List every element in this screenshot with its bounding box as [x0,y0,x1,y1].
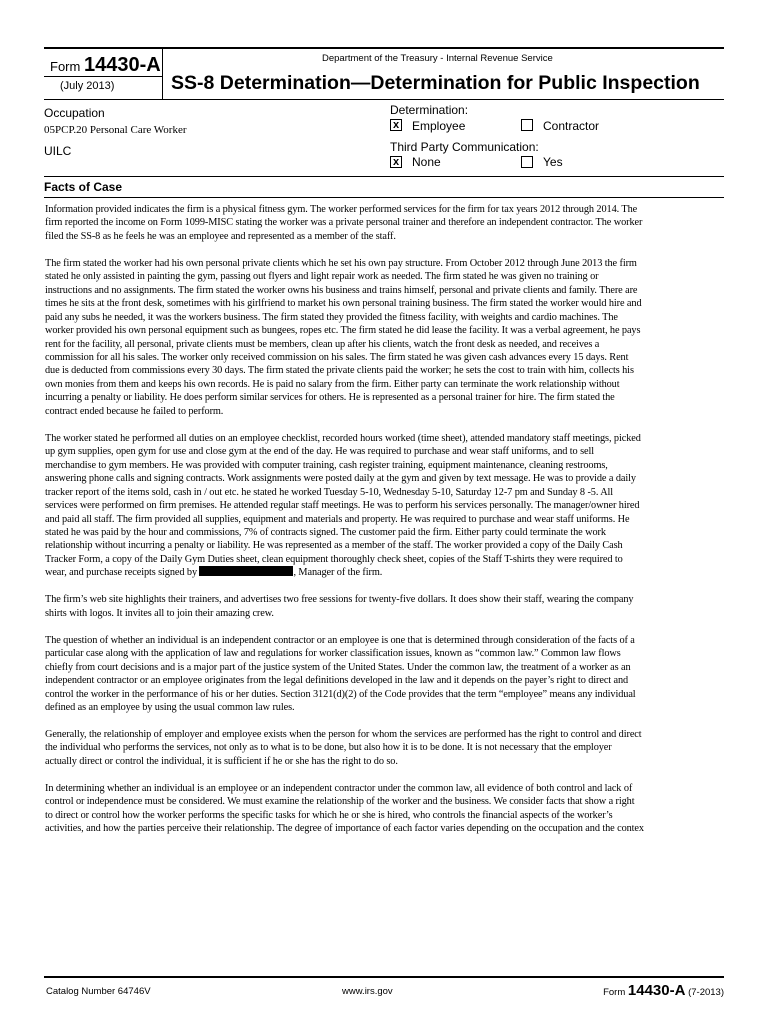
fields-divider [44,176,724,177]
occupation-value: 05PCP.20 Personal Care Worker [44,124,187,136]
third-party-label: Third Party Communication: [390,140,539,154]
footer-form-number: 14430-A [627,982,686,999]
website-link[interactable]: www.irs.gov [342,986,393,997]
facts-body [45,203,725,849]
yes-checkbox[interactable] [521,156,533,168]
facts-paragraph-2: The firm stated the worker had his own personal private clients which he set his own pay structure. From October 2012 through June 2013 the firm stated he only assisted in painting the gym, passing out flyers and light repair work as needed. The firm stated he was given no training or instructions and no assignments. The firm stated the worker owns his business and trains himself, personal and private clients and family. There are times he sits at the front desk, sometimes with his girlfriend to market his own personal training business. The firm stated the worker would hire and paid any subs he needed, it was the workers business. The firm stated they provided the fitness facility, with weights and cardio machines. The worker provided his own personal equipment such as bungees, ropes etc. The firm stated he did lease the facility. It was a verbal agreement, he pays rent for the facility, all personal, private clients must be members, clean up after his clients, watch the front desk as needed, and receives a commission for all his sales. The worker only received commission on his sales. The firm stated he was given cash advances every 15 days. Rent due is deducted from commissions every 30 days. The firm stated the private clients paid the worker; he sets the cost to train with him, collects his own monies from them and keeps his own records. He is paid no salary from the firm. Either party can terminate the work relationship without incurring a penalty or liability. He does perform similar services for others. He is represented as a personal trainer for hire. The firm stated the contract ended because he failed to perform. [45,257,642,417]
form-date: (July 2013) [60,80,115,92]
facts-paragraph-1: Information provided indicates the firm is a physical fitness gym. The worker performed services for the firm for tax years 2012 through 2014. The firm reported the income on Form 1099-MISC stating the worker was a private personal trainer and therefore an independent contractor. The worker filed the SS-8 as he feels he was an employee and represented as a member of the staff. [45,204,643,242]
facts-paragraph-3 [45,432,725,580]
none-checkbox[interactable]: x [390,156,402,168]
form-header [44,47,724,100]
yes-label: Yes [543,155,563,169]
form-word: Form [50,59,81,74]
contractor-label: Contractor [543,119,600,133]
facts-paragraph-3-tail: , Manager of the firm. [293,567,383,579]
department-name: Department of the Treasury - Internal Revenue Service [322,53,553,64]
facts-paragraph-7: In determining whether an individual is an employee or an independent contractor under the common law, all evidence of both control and lack of control or independence must be considered. We must examine the relationship of the worker and the business. We consider facts that show a right to direct or control how the worker performs the specific tasks for which he or she is hired, who controls the financial aspects of the worker’s activities, and how the parties perceive their relationship. The degree of importance of each factor varies depending on the occupation and the contex [45,782,644,835]
facts-paragraph-5: The question of whether an individual is an independent contractor or an employee is one that is determined through consideration of the facts of a particular case along with the application of law and regulations for worker classification issues, known as “common law.” Common law flows chiefly from court decisions and is a major part of the justice system of the United States. Under the common law, the treatment of a worker as an independent contractor or an employee originates from the legal definitions developed in the law and it depends on the payer’s right to direct and control the worker in the performance of his or her duties. Section 3121(d)(2) of the Code provides that the term “employee” means any individual defined as an employee by using the usual common law rules. [45,634,636,713]
page-title: SS-8 Determination—Determination for Public Inspection [171,72,700,94]
form-number-label [50,54,161,77]
form-footer [44,976,724,1006]
facts-heading: Facts of Case [44,180,123,194]
footer-rule [44,976,724,978]
header-top-rule [44,47,724,49]
employee-checkbox[interactable]: x [390,119,402,131]
footer-form-word: Form [603,987,626,998]
uilc-label: UILC [44,144,72,158]
footer-form-rev: (7-2013) [688,987,724,998]
determination-label: Determination: [390,103,469,117]
facts-rule [44,197,724,198]
redaction-box [199,566,293,576]
header-bottom-rule [44,99,724,100]
facts-paragraph-6: Generally, the relationship of employer and employee exists when the person for whom the services are performed has the right to control and direct the individual who performs the services, not only as to what is to be done, but also how it is to be done. It is not necessary that the employer actually direct or control the individual, it is sufficient if he or she has the right to do so. [45,728,642,767]
none-label: None [412,155,441,169]
facts-paragraph-3-text: The worker stated he performed all duties on an employee checklist, recorded hours worked (time sheet), attended mandatory staff meetings, picked up gym supplies, open gym for use and close gym at the end of the day. He was required to purchase and wear staff uniforms, and to sell merchandise to gym members. He was provided with computer training, cash register training, equipment maintenance, cleaning restrooms, answering phone calls and signing contracts. Work assignments were posted daily at the gym and given by text message. He was to provide a daily tracker report of the items sold, cash in / out etc. he stated he worked Tuesday 5-10, Wednesday 5-10, Saturday 12-7 pm and Sunday 8 -5. All services were performed on firm premises. He attended regular staff meetings. He was to perform his services personally. The manager/owner hired and paid all staff. The firm provided all supplies, equipment and materials and property. He was required to purchase and wear staff uniforms. He stated he was paid by the hour and commissions, 7% of contracts signed. The customer paid the firm. Either party could terminate the work relationship without incurring a penalty or liability. He was represented as a member of the staff. The worker provided a copy of the Daily Cash Tracker Form, a copy of the Daily Gym Duties sheet, clean equipment thoroughly check sheet, copies of the Staff T-shirts they were required to wear, and purchase receipts signed by [45,432,641,579]
employee-label: Employee [412,119,466,133]
header-divider [162,47,163,100]
facts-paragraph-4: The firm’s web site highlights their trainers, and advertises two free sessions for twenty-five dollars. It does show their staff, wearing the company shirts with logos. It invites all to join their amazing crew. [45,594,634,619]
contractor-checkbox[interactable] [521,119,533,131]
occupation-label: Occupation [44,106,105,120]
catalog-number: Catalog Number 64746V [46,986,151,997]
footer-form-id [603,982,724,999]
form-number: 14430-A [83,54,161,76]
